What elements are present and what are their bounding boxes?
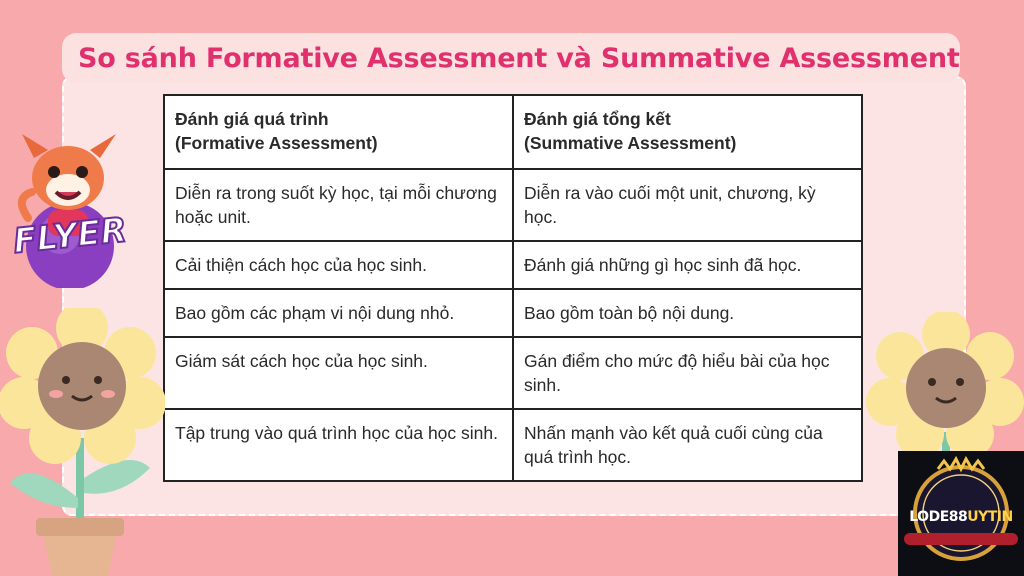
- table-cell: Bao gồm toàn bộ nội dung.: [513, 289, 862, 337]
- comparison-table: [163, 94, 863, 482]
- watermark-logo: [898, 451, 1024, 576]
- header-summative: Đánh giá tổng kết (Summative Assessment): [513, 95, 862, 169]
- flower-left-icon: [0, 308, 165, 576]
- logo-wordmark: LODE88UYTIN: [909, 509, 1013, 525]
- flyer-mascot-icon: [4, 128, 134, 288]
- table-row: [164, 241, 862, 289]
- table-cell: Giám sát cách học của học sinh.: [164, 337, 513, 409]
- mascot-wordmark: FLYER: [11, 210, 129, 262]
- table-row: [164, 337, 862, 409]
- table-cell: Bao gồm các phạm vi nội dung nhỏ.: [164, 289, 513, 337]
- table-row: [164, 289, 862, 337]
- table-cell: Cải thiện cách học của học sinh.: [164, 241, 513, 289]
- table-cell: Diễn ra trong suốt kỳ học, tại mỗi chương hoặc unit.: [164, 169, 513, 241]
- table-cell: Tập trung vào quá trình học của học sinh.: [164, 409, 513, 481]
- table-header-row: [164, 95, 862, 169]
- table-cell: Diễn ra vào cuối một unit, chương, kỳ học.: [513, 169, 862, 241]
- table-row: [164, 169, 862, 241]
- table-row: [164, 409, 862, 481]
- page-title: So sánh Formative Assessment và Summative Assessment: [78, 42, 960, 74]
- header-formative: Đánh giá quá trình (Formative Assessment): [164, 95, 513, 169]
- title-bar: [62, 33, 960, 83]
- table-cell: Gán điểm cho mức độ hiểu bài của học sinh.: [513, 337, 862, 409]
- table-cell: Nhấn mạnh vào kết quả cuối cùng của quá trình học.: [513, 409, 862, 481]
- table-cell: Đánh giá những gì học sinh đã học.: [513, 241, 862, 289]
